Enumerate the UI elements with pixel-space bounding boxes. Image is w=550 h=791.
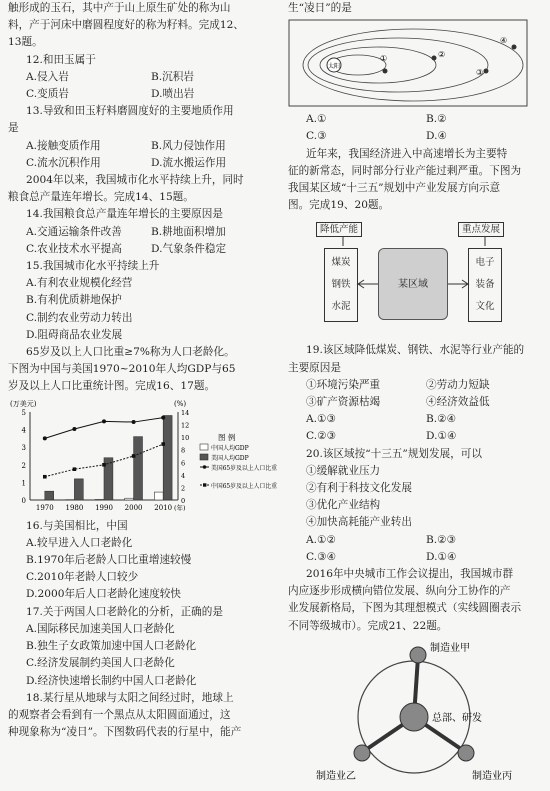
q18-options	[288, 111, 546, 128]
planet-2-icon	[432, 56, 437, 61]
intro-text: 业发展新格局，下图为其理想模式（实线圆圈表示	[288, 600, 546, 617]
q12-stem: 12.和田玉属于	[8, 52, 276, 69]
option: A.①③	[306, 411, 426, 428]
bar-china-gdp	[95, 499, 104, 500]
y-tick-label: 1	[22, 479, 26, 487]
option: A.①	[306, 111, 426, 128]
bar-us-gdp	[163, 415, 172, 499]
q15-stem: 15.我国城市化水平持续上升	[8, 258, 276, 275]
item: ②有利于科技文化发展	[288, 480, 546, 497]
option: D.①④	[426, 549, 546, 566]
bar-us-gdp	[134, 436, 143, 499]
q14-options	[8, 241, 276, 258]
y-tick-label: 5	[22, 409, 26, 417]
legend-swatch	[203, 465, 207, 469]
option: C.农业技术水平提高	[26, 241, 151, 258]
y-tick-label: 2	[22, 461, 26, 469]
node-label: 制造业乙	[316, 769, 356, 782]
planet-4-icon	[512, 45, 517, 50]
legend-swatch	[203, 483, 206, 486]
option: D.经济快速增长制约中国人口老龄化	[8, 673, 276, 690]
arrow-right-icon	[448, 280, 468, 288]
intro-text: 下图为中国与美国1970~2010年人均GDP与65	[8, 361, 276, 378]
y-tick-label: 4	[22, 426, 27, 434]
city-node-icon	[354, 745, 370, 761]
point-us-aging	[72, 427, 76, 431]
item: ③优化产业结构	[288, 497, 546, 514]
point-us-aging	[161, 415, 165, 419]
q19-stem: 19.该区域降低煤炭、钢铁、水泥等行业产能的	[288, 342, 546, 359]
q16-stem: 16.与美国相比，中国	[8, 518, 276, 535]
legend-label: 中国65岁及以上人口比重	[211, 482, 277, 490]
intro-text: 近年来，我国经济进入中高速增长为主要特	[288, 146, 546, 163]
point-us-aging	[43, 436, 47, 440]
intro-text: 粮食总产量连年增长。完成14、15题。	[8, 189, 276, 206]
x-tick-label: 1980	[65, 504, 83, 512]
x-tick-label: 2010	[154, 504, 172, 512]
option: B.1970年后老龄人口比重增速较慢	[8, 552, 276, 569]
q13-options	[8, 155, 276, 172]
option: C.②③	[306, 428, 426, 445]
y-tick-label: 0	[181, 497, 185, 505]
y-tick-label: 6	[181, 459, 185, 467]
option: B.②③	[426, 532, 546, 549]
y-tick-label: 2	[181, 484, 185, 492]
city-node-icon	[410, 647, 426, 663]
x-tick-label: 1990	[95, 504, 113, 512]
option: B.有利优质耕地保护	[8, 292, 276, 309]
node-label: 总部、研发	[432, 711, 482, 724]
x-tick-label: 2000	[125, 504, 143, 512]
intro-text: 不同等级城市）。完成21、22题。	[288, 618, 546, 635]
point-china-aging	[102, 463, 106, 467]
orbit-frame	[289, 20, 527, 106]
q17-stem: 17.关于两国人口老龄化的分析，正确的是	[8, 604, 276, 621]
point-us-aging	[102, 419, 106, 423]
q19-options	[288, 411, 546, 428]
legend-swatch	[200, 454, 208, 460]
item: ③矿产资源枯竭	[306, 394, 426, 411]
planet-1-icon	[383, 69, 388, 74]
item: ①缓解就业压力	[288, 463, 546, 480]
orbit-svg	[288, 19, 528, 107]
bar-china-gdp	[125, 498, 134, 500]
orbit-diagram	[288, 19, 528, 107]
q18-stem: 18.某行星从地球与太阳之间经过时，地球上	[8, 690, 276, 707]
reduced-industries-box	[324, 248, 358, 322]
x-unit-label: (年)	[174, 503, 186, 512]
q14-stem: 14.我国粮食总产量连年增长的主要原因是	[8, 206, 276, 223]
option: D.喷出岩	[151, 86, 276, 103]
intro-text: 岁及以上人口比重统计图。完成16、17题。	[8, 378, 276, 395]
option: A.交通运输条件改善	[26, 224, 151, 241]
q12-options	[8, 69, 276, 86]
city-node-icon	[400, 703, 428, 731]
option: B.耕地面积增加	[151, 224, 276, 241]
point-china-aging	[161, 442, 165, 446]
industry-item: 电子	[469, 252, 501, 274]
x-tick-label: 1970	[36, 504, 54, 512]
bar-china-gdp	[154, 492, 163, 500]
planet-label: ②	[438, 50, 445, 59]
legend-label: 美国人均GDP	[211, 454, 249, 462]
q13-options	[8, 138, 276, 155]
option: B.②	[426, 111, 546, 128]
network-svg	[296, 635, 546, 785]
option: A.国际移民加速美国人口老龄化	[8, 621, 276, 638]
text-line: 13题。	[8, 34, 276, 51]
text-line: 料，产于河床中磨圆程度好的称为籽料。完成12、	[8, 17, 276, 34]
q19-stem: 主要原因是	[288, 360, 546, 377]
q19-options	[288, 428, 546, 445]
bar-us-gdp	[74, 479, 83, 500]
option: C.制约农业劳动力转出	[8, 310, 276, 327]
intro-text: 2004年以来，我国城市化水平持续上升，同时	[8, 172, 276, 189]
q18-stem: 的观察者会看到有一个黑点从太阳圆面通过，这	[8, 707, 276, 724]
gdp-aging-chart	[8, 396, 276, 518]
industry-item: 文化	[469, 296, 501, 318]
planet-3-icon	[484, 69, 489, 74]
option: D.流水搬运作用	[151, 155, 276, 172]
city-node-icon	[458, 745, 474, 761]
planet-label: ③	[476, 68, 483, 77]
node-label: 制造业甲	[430, 641, 470, 654]
q20-stem: 20.该区域按“十三五”规划发展，可以	[288, 446, 546, 463]
option: D.阻碍商品农业发展	[8, 327, 276, 344]
y-tick-label: 12	[181, 421, 189, 429]
option: A.侵入岩	[26, 69, 151, 86]
q20-options	[288, 532, 546, 549]
option: A.有利农业规模化经营	[8, 275, 276, 292]
node-label: 制造业丙	[472, 769, 512, 782]
reduce-capacity-tag: 降低产能	[316, 222, 362, 237]
option: D.气象条件稳定	[151, 241, 276, 258]
industry-item: 钢铁	[325, 274, 357, 296]
y-tick-label: 0	[22, 497, 26, 505]
intro-text: 我国某区域“十三五”规划中产业发展方向示意	[288, 180, 546, 197]
y-tick-label: 4	[181, 472, 185, 480]
option: D.2000年后人口老龄化速度较快	[8, 586, 276, 603]
legend-label: 美国65岁及以上人口比重	[211, 464, 277, 472]
item: ②劳动力短缺	[426, 377, 546, 394]
bar-us-gdp	[45, 491, 54, 500]
chart-svg	[8, 396, 276, 518]
sun-label: 太阳	[328, 62, 340, 70]
legend-swatch	[200, 444, 208, 450]
option: D.①④	[426, 428, 546, 445]
option: A.较早进入人口老龄化	[8, 535, 276, 552]
item: ④经济效益低	[426, 394, 546, 411]
y-tick-label: 14	[181, 409, 189, 417]
y-tick-label: 3	[22, 444, 26, 452]
arrow-left-icon	[358, 280, 378, 288]
option: C.经济发展制约美国人口老龄化	[8, 655, 276, 672]
option: A.接触变质作用	[26, 138, 151, 155]
option: C.2010年老龄人口较少	[8, 569, 276, 586]
text-line: 触形成的玉石，其中产于山上原生矿处的称为山	[8, 0, 276, 17]
point-china-aging	[73, 467, 77, 471]
intro-text: 内应逐步形成横向错位发展、纵向分工协作的产	[288, 583, 546, 600]
option: B.沉积岩	[151, 69, 276, 86]
option: B.独生子女政策加速中国人口老龄化	[8, 638, 276, 655]
intro-text: 65岁及以上人口比重≥7%称为人口老龄化。	[8, 344, 276, 361]
q18-stem: 生“凌日”的是	[288, 0, 546, 17]
industry-item: 装备	[469, 274, 501, 296]
legend-title: 图 例	[218, 432, 236, 442]
item: ①环境污染严重	[306, 377, 426, 394]
industry-item: 煤炭	[325, 252, 357, 274]
item: ④加快高耗能产业转出	[288, 514, 546, 531]
q19-items	[288, 377, 546, 394]
y-left-label: (万美元)	[10, 399, 37, 408]
option: C.变质岩	[26, 86, 151, 103]
y-right-label: (%)	[174, 400, 186, 408]
y-tick-label: 10	[181, 434, 189, 442]
q20-options	[288, 549, 546, 566]
city-network-diagram	[296, 635, 546, 785]
key-development-tag: 重点发展	[458, 222, 504, 237]
option: B.②④	[426, 411, 546, 428]
point-us-aging	[132, 420, 136, 424]
q18-options	[288, 128, 546, 145]
industry-flow-diagram	[288, 220, 538, 338]
intro-text: 2016年中央城市工作会议提出，我国城市群	[288, 566, 546, 583]
planet-label: ④	[500, 36, 507, 45]
q13-stem: 13.导致和田玉籽料磨圆度好的主要地质作用	[8, 103, 276, 120]
point-china-aging	[132, 454, 136, 458]
option: D.④	[426, 128, 546, 145]
intro-text: 征的新常态，同时部分行业产能过剩严重。下图为	[288, 163, 546, 180]
point-china-aging	[43, 475, 47, 479]
option: B.风力侵蚀作用	[151, 138, 276, 155]
q18-stem: 种现象称为“凌日”。下图数码代表的行星中，能产	[8, 724, 276, 741]
region-box: 某区域	[378, 248, 448, 320]
option: C.流水沉积作用	[26, 155, 151, 172]
option: C.③④	[306, 549, 426, 566]
q14-options	[8, 224, 276, 241]
option: A.①②	[306, 532, 426, 549]
intro-text: 图。完成19、20题。	[288, 197, 546, 214]
q13-stem: 是	[8, 120, 276, 137]
planet-label: ①	[380, 54, 387, 63]
y-tick-label: 8	[181, 446, 185, 454]
left-column	[8, 0, 276, 741]
q19-items	[288, 394, 546, 411]
option: C.③	[306, 128, 426, 145]
legend-label: 中国人均GDP	[211, 444, 249, 452]
right-column	[288, 0, 546, 785]
key-industries-box	[468, 248, 502, 322]
q12-options	[8, 86, 276, 103]
industry-item: 水泥	[325, 296, 357, 318]
